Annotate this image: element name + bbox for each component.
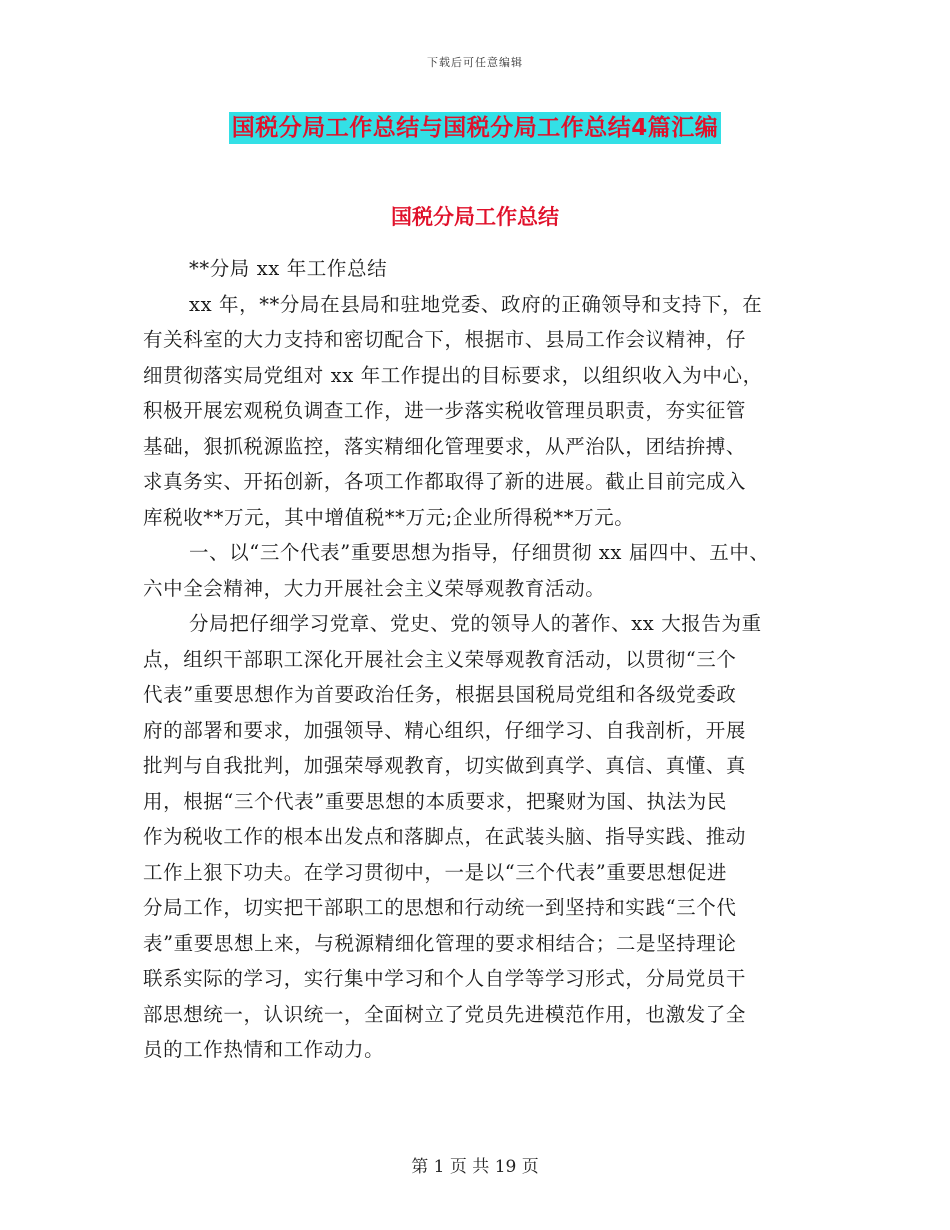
body-line: 代表”重要思想作为首要政治任务，根据县国税局党组和各级党委政	[143, 683, 737, 706]
document-main-title: 国税分局工作总结与国税分局工作总结4篇汇编	[229, 112, 722, 144]
body-line: 一、以“三个代表”重要思想为指导，仔细贯彻 xx 届四中、五中、	[189, 541, 770, 564]
body-line: 分局工作，切实把干部职工的思想和行动统一到坚持和实践“三个代	[143, 896, 737, 919]
header-note: 下载后可任意编辑	[427, 56, 523, 69]
body-line: 积极开展宏观税负调查工作，进一步落实税收管理员职责，夯实征管	[143, 399, 747, 422]
body-line: 分局把仔细学习党章、党史、党的领导人的著作、xx 大报告为重	[189, 612, 762, 635]
body-line: 表”重要思想上来，与税源精细化管理的要求相结合；二是坚持理论	[143, 931, 737, 955]
body-line: 基础，狠抓税源监控，落实精细化管理要求，从严治队，团结拚搏、	[143, 434, 747, 458]
body-line: 求真务实、开拓创新，各项工作都取得了新的进展。截止目前完成入	[143, 470, 747, 493]
body-line: 府的部署和要求，加强领导、精心组织，仔细学习、自我剖析，开展	[143, 718, 747, 742]
body-line: **分局 xx 年工作总结	[189, 257, 388, 280]
body-line: 用，根据“三个代表”重要思想的本质要求，把聚财为国、执法为民	[143, 789, 727, 813]
body-line: 点，组织干部职工深化开展社会主义荣辱观教育活动，以贯彻“三个	[143, 647, 737, 671]
body-line: 细贯彻落实局党组对 xx 年工作提出的目标要求，以组织收入为中心，	[143, 363, 763, 387]
body-line: 部思想统一，认识统一，全面树立了党员先进模范作用，也激发了全	[143, 1002, 747, 1026]
body-line: 有关科室的大力支持和密切配合下，根据市、县局工作会议精神，仔	[143, 328, 747, 351]
body-line: 员的工作热情和工作动力。	[143, 1038, 385, 1061]
page-footer: 第 1 页 共 19 页	[411, 1157, 539, 1177]
body-line: 作为税收工作的根本出发点和落脚点，在武装头脑、指导实践、推动	[143, 825, 747, 848]
document-body	[143, 251, 833, 1068]
body-line: 联系实际的学习，实行集中学习和个人自学等学习形式，分局党员干	[143, 967, 747, 990]
body-line: 工作上狠下功夫。在学习贯彻中，一是以“三个代表”重要思想促进	[143, 860, 727, 884]
body-line: 批判与自我批判，加强荣辱观教育，切实做到真学、真信、真懂、真	[143, 754, 747, 777]
section-title: 国税分局工作总结	[391, 205, 559, 229]
body-line: xx 年，**分局在县局和驻地党委、政府的正确领导和支持下，在	[189, 292, 763, 316]
body-line: 六中全会精神，大力开展社会主义荣辱观教育活动。	[143, 576, 606, 600]
body-line: 库税收**万元，其中增值税**万元;企业所得税**万元。	[143, 505, 635, 529]
main-title-container	[0, 112, 950, 144]
